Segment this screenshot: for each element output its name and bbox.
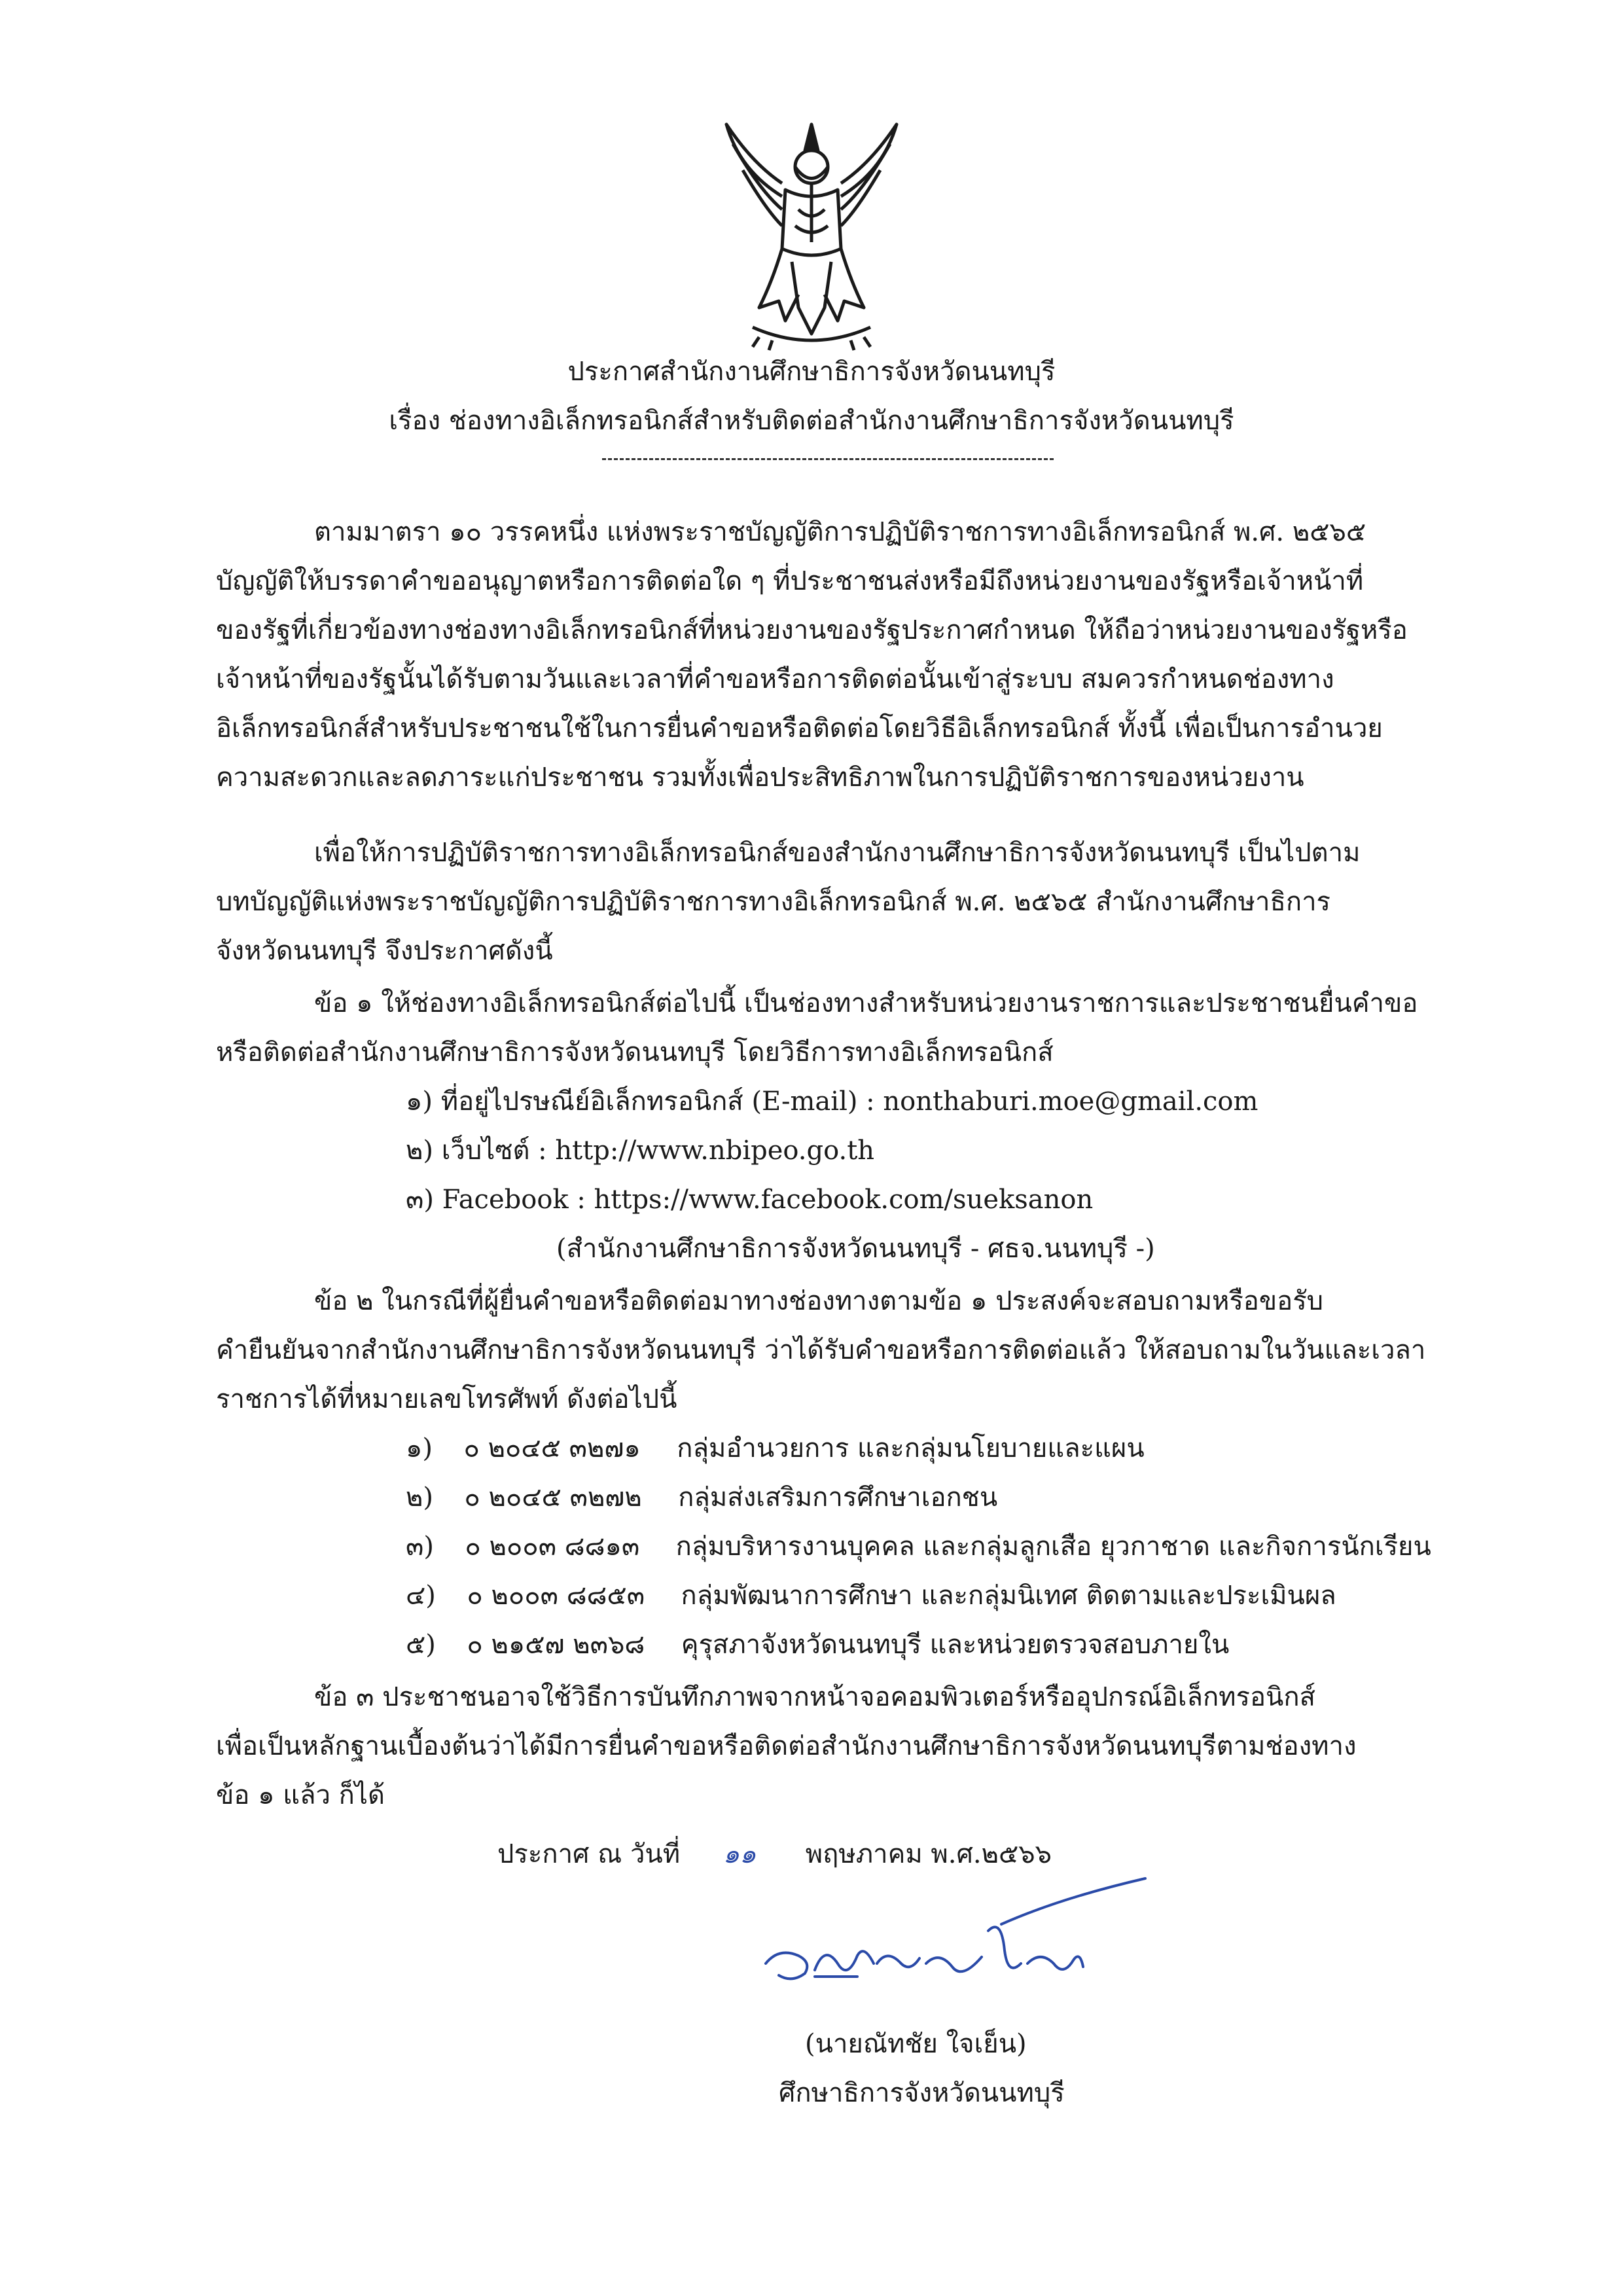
handwritten-signature	[753, 1872, 1171, 2003]
phone-item	[406, 1525, 1431, 1567]
channel-facebook: ๓) Facebook : https://www.facebook.com/sueksanon	[406, 1185, 1094, 1215]
phone-number: ๐ ๒๐๐๓ ๘๘๕๓	[467, 1581, 645, 1611]
facebook-page-note: (สำนักงานศึกษาธิการจังหวัดนนทบุรี - ศธจ.นนทบุรี -)	[556, 1234, 1155, 1264]
phone-number: ๐ ๒๐๐๓ ๘๘๑๓	[465, 1532, 640, 1562]
signer-position: ศึกษาธิการจังหวัดนนทบุรี	[779, 2078, 1065, 2108]
phone-department: คุรุสภาจังหวัดนนทบุรี และหน่วยตรวจสอบภายใน	[681, 1630, 1230, 1660]
date-prefix: ประกาศ ณ วันที่	[497, 1839, 681, 1869]
phone-item	[406, 1623, 1229, 1665]
para2-line: เพื่อให้การปฏิบัติราชการทางอิเล็กทรอนิกส์ของสำนักงานศึกษาธิการจังหวัดนนทบุรี เป็นไปตาม	[314, 838, 1361, 868]
para1-line: ของรัฐที่เกี่ยวข้องทางช่องทางอิเล็กทรอนิกส์ที่หน่วยงานของรัฐประกาศกำหนด ให้ถือว่าหน่วยงานของรัฐหรือ	[216, 615, 1408, 645]
clause2-line: ราชการได้ที่หมายเลขโทรศัพท์ ดังต่อไปนี้	[216, 1384, 677, 1414]
para1-line: เจ้าหน้าที่ของรัฐนั้นได้รับตามวันและเวลาที่คำขอหรือการติดต่อนั้นเข้าสู่ระบบ สมควรกำหนดช่องทาง	[216, 664, 1334, 694]
clause3-line: ข้อ ๑ แล้ว ก็ได้	[216, 1780, 385, 1810]
clause3-line: เพื่อเป็นหลักฐานเบื้องต้นว่าได้มีการยื่นคำขอหรือติดต่อสำนักงานศึกษาธิการจังหวัดนนทบุรีตามช่องทาง	[216, 1731, 1357, 1761]
channel-website: ๒) เว็บไซต์ : http://www.nbipeo.go.th	[406, 1136, 875, 1166]
phone-index: ๔)	[406, 1581, 436, 1611]
phone-number: ๐ ๒๑๕๗ ๒๓๖๘	[467, 1630, 645, 1660]
phone-department: กลุ่มพัฒนาการศึกษา และกลุ่มนิเทศ ติดตามและประเมินผล	[681, 1581, 1336, 1611]
phone-item	[406, 1574, 1336, 1616]
clause2-line: ข้อ ๒ ในกรณีที่ผู้ยื่นคำขอหรือติดต่อมาทางช่องทางตามข้อ ๑ ประสงค์จะสอบถามหรือขอรับ	[314, 1286, 1324, 1316]
announcement-subject: เรื่อง ช่องทางอิเล็กทรอนิกส์สำหรับติดต่อสำนักงานศึกษาธิการจังหวัดนนทบุรี	[389, 406, 1234, 436]
clause1-line: ข้อ ๑ ให้ช่องทางอิเล็กทรอนิกส์ต่อไปนี้ เป็นช่องทางสำหรับหน่วยงานราชการและประชาชนยื่นคำขอ	[314, 988, 1418, 1018]
phone-index: ๑)	[406, 1433, 433, 1463]
para1-line: อิเล็กทรอนิกส์สำหรับประชาชนใช้ในการยื่นคำขอหรือติดต่อโดยวิธีอิเล็กทรอนิกส์ ทั้งนี้ เพื่อเป็นการอำนวย	[216, 713, 1383, 744]
header-divider	[602, 458, 1054, 460]
clause1-line: หรือติดต่อสำนักงานศึกษาธิการจังหวัดนนทบุรี โดยวิธีการทางอิเล็กทรอนิกส์	[216, 1037, 1054, 1067]
announcement-title: ประกาศสำนักงานศึกษาธิการจังหวัดนนทบุรี	[567, 357, 1056, 387]
phone-number: ๐ ๒๐๔๕ ๓๒๗๑	[463, 1433, 641, 1463]
channel-email: ๑) ที่อยู่ไปรษณีย์อิเล็กทรอนิกส์ (E-mail) : nonthaburi.moe@gmail.com	[406, 1086, 1258, 1117]
para1-line: บัญญัติให้บรรดาคำขออนุญาตหรือการติดต่อใด ๆ ที่ประชาชนส่งหรือมีถึงหน่วยงานของรัฐหรือเจ้าหน้าที่	[216, 566, 1364, 596]
signer-name: (นายณัทชัย ใจเย็น)	[805, 2029, 1027, 2059]
phone-department: กลุ่มบริหารงานบุคคล และกลุ่มลูกเสือ ยุวกาชาด และกิจการนักเรียน	[675, 1532, 1431, 1562]
clause3-line: ข้อ ๓ ประชาชนอาจใช้วิธีการบันทึกภาพจากหน้าจอคอมพิวเตอร์หรืออุปกรณ์อิเล็กทรอนิกส์	[314, 1682, 1316, 1712]
date-month-year: พฤษภาคม พ.ศ.๒๕๖๖	[805, 1839, 1052, 1869]
date-day: ๑๑	[722, 1839, 757, 1869]
para1-line: ความสะดวกและลดภาระแก่ประชาชน รวมทั้งเพื่อประสิทธิภาพในการปฏิบัติราชการของหน่วยงาน	[216, 762, 1304, 793]
phone-index: ๕)	[406, 1630, 436, 1660]
announcement-date	[497, 1833, 1052, 1874]
clause2-line: คำยืนยันจากสำนักงานศึกษาธิการจังหวัดนนทบุรี ว่าได้รับคำขอหรือการติดต่อแล้ว ให้สอบถามในวันและเวลา	[216, 1335, 1426, 1365]
phone-item	[406, 1476, 997, 1518]
para2-line: จังหวัดนนทบุรี จึงประกาศดังนี้	[216, 936, 553, 966]
phone-index: ๓)	[406, 1532, 434, 1562]
phone-department: กลุ่มอำนวยการ และกลุ่มนโยบายและแผน	[677, 1433, 1145, 1463]
para2-line: บทบัญญัติแห่งพระราชบัญญัติการปฏิบัติราชการทางอิเล็กทรอนิกส์ พ.ศ. ๒๕๖๕ สำนักงานศึกษาธิการ	[216, 887, 1331, 917]
garuda-emblem	[713, 111, 910, 353]
phone-number: ๐ ๒๐๔๕ ๓๒๗๒	[464, 1482, 642, 1513]
phone-department: กลุ่มส่งเสริมการศึกษาเอกชน	[678, 1482, 998, 1513]
phone-index: ๒)	[406, 1482, 433, 1513]
phone-item	[406, 1427, 1145, 1469]
para1-line: ตามมาตรา ๑๐ วรรคหนึ่ง แห่งพระราชบัญญัติการปฏิบัติราชการทางอิเล็กทรอนิกส์ พ.ศ. ๒๕๖๕	[314, 517, 1366, 547]
